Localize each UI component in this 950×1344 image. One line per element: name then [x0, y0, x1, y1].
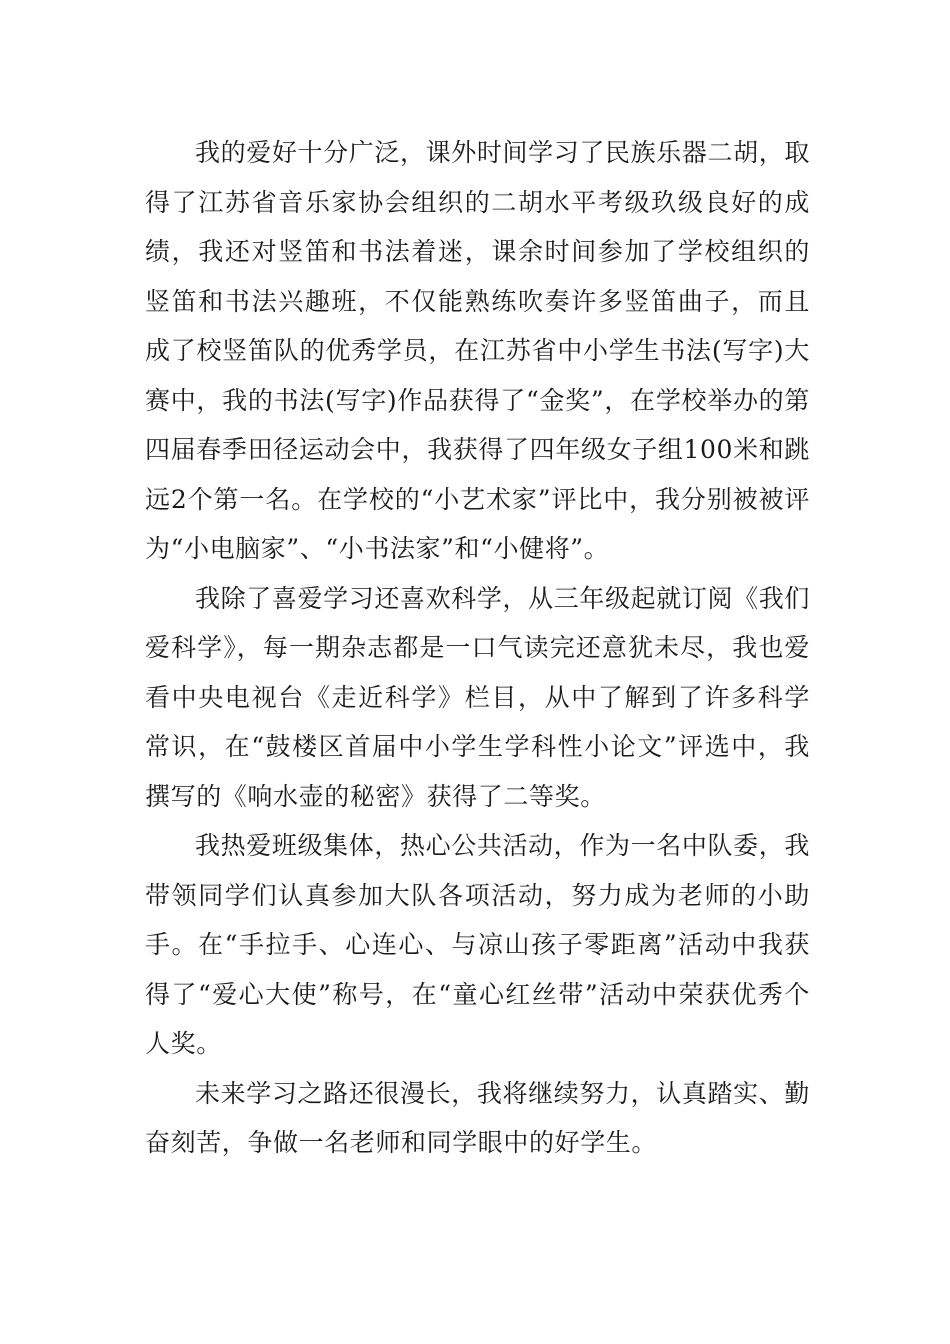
paragraph-class-activities: 我热爱班级集体，热心公共活动，作为一名中队委，我带领同学们认真参加大队各项活动，努力成为老师的小助手。在“手拉手、心连心、与凉山孩子零距离”活动中我获得了“爱心大使”称号，在“童心红丝带”活动中荣获优秀个人奖。 [145, 831, 810, 1058]
paragraph-hobbies: 我的爱好十分广泛，课外时间学习了民族乐器二胡，取得了江苏省音乐家协会组织的二胡水平考级玖级良好的成绩，我还对竖笛和书法着迷，课余时间参加了学校组织的竖笛和书法兴趣班，不仅能熟练吹奏许多竖笛曲子，而且成了校竖笛队的优秀学员，在江苏省中小学生书法(写字)大赛中，我的书法(写字)作品获得了“金奖”，在学校举办的第四届春季田径运动会中，我获得了四年级女子组100米和跳远2个第一名。在学校的“小艺术家”评比中，我分别被被评为“小电脑家”、“小书法家”和“小健将”。 [145, 138, 810, 563]
paragraph-future: 未来学习之路还很漫长，我将继续努力，认真踏实、勤奋刻苦，争做一名老师和同学眼中的好学生。 [145, 1078, 810, 1157]
document-body [145, 128, 810, 1168]
paragraph-science: 我除了喜爱学习还喜欢科学，从三年级起就订阅《我们爱科学》，每一期杂志都是一口气读完还意犹未尽，我也爱看中央电视台《走近科学》栏目，从中了解到了许多科学常识，在“鼓楼区首届中小学生学科性小论文”评选中，我撰写的《响水壶的秘密》获得了二等奖。 [145, 583, 810, 811]
